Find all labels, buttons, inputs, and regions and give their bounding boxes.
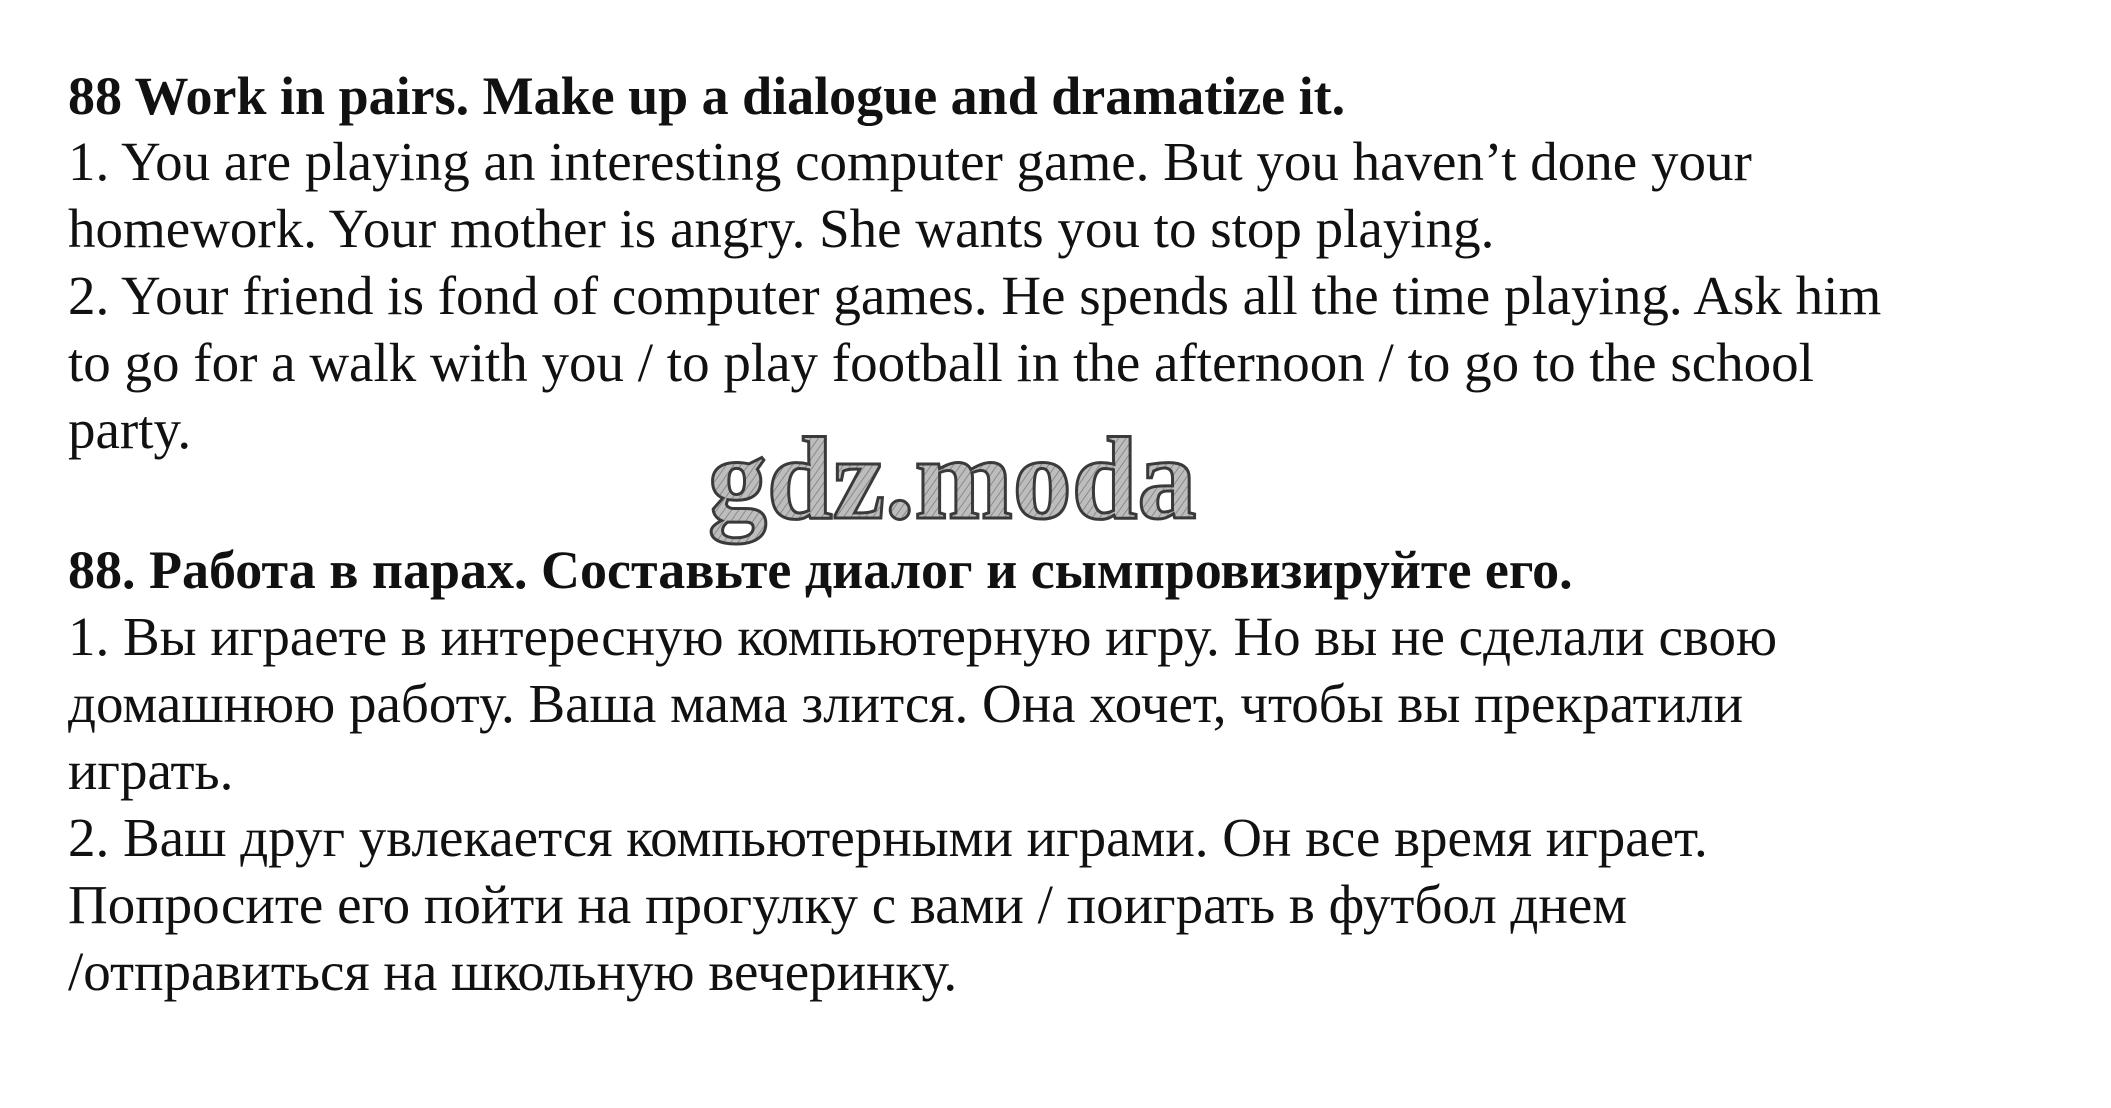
russian-text-line-3: играть. (68, 740, 234, 801)
russian-exercise-heading: 88. Работа в парах. Составьте диалог и сымпровизируйте его. (68, 540, 1573, 600)
russian-text-line-1: 1. Вы играете в интересную компьютерную игру. Но вы не сделали свою (68, 606, 1778, 667)
russian-text-line-4: 2. Ваш друг увлекается компьютерными играми. Он все время играет. (68, 807, 1708, 868)
russian-text-line-2: домашнюю работу. Ваша мама злится. Она хочет, чтобы вы прекратили (68, 673, 1744, 734)
english-text-line-3: 2. Your friend is fond of computer games. He spends all the time playing. Ask him (68, 265, 1882, 326)
english-text-line-1: 1. You are playing an interesting computer game. But you haven’t done your (68, 131, 1752, 192)
english-text-line-5: party. (68, 399, 192, 460)
russian-text-line-6: /отправиться на школьную вечеринку. (68, 941, 958, 1002)
watermark-logo (700, 418, 1320, 548)
english-text-line-2: homework. Your mother is angry. She wants you to stop playing. (68, 198, 1495, 259)
english-exercise-heading: 88 Work in pairs. Make up a dialogue and dramatize it. (68, 66, 1346, 126)
watermark-text: gdz.moda (708, 418, 1197, 544)
russian-text-line-5: Попросите его пойти на прогулку с вами / поиграть в футбол днем (68, 874, 1628, 935)
english-text-line-4: to go for a walk with you / to play football in the afternoon / to go to the school (68, 332, 1814, 393)
